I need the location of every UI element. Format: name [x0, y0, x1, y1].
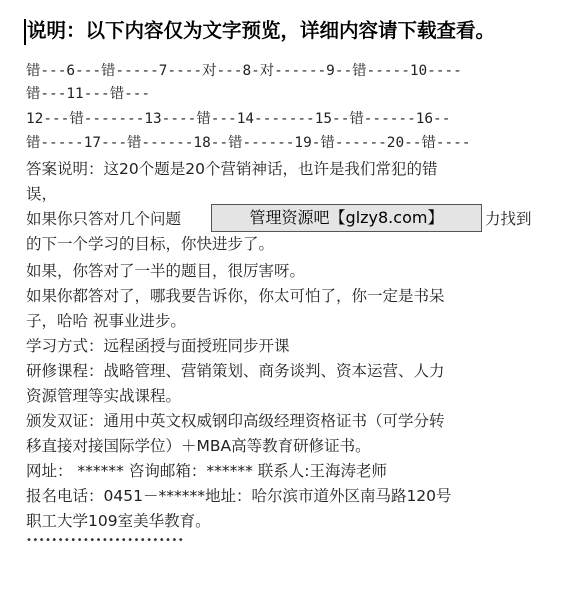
site-watermark-banner: 管理资源吧【glzy8.com】 — [211, 204, 482, 232]
preview-notice-heading: 说明：以下内容仅为文字预览，详细内容请下载查看。 — [27, 19, 496, 42]
answer-key-line-2: 错---11---错--- — [26, 86, 151, 102]
answer-explanation-line-1: 答案说明：这20个题是20个营销神话，也许是我们常犯的错 — [26, 160, 438, 178]
text-cursor — [24, 19, 26, 45]
contact-info-text: 网址： ****** 咨询邮箱：****** 联系人:王海涛老师 — [26, 462, 388, 480]
answer-key-line-1: 错---6---错-----7----对---8-对------9--错-----10---- — [26, 63, 462, 79]
all-correct-text-line-2: 子，哈哈 祝事业进步。 — [26, 312, 186, 330]
courses-text-line-1: 研修课程：战略管理、营销策划、商务谈判、资本运营、人力 — [26, 362, 445, 380]
courses-text-line-2: 资源管理等实战课程。 — [26, 387, 182, 405]
few-correct-text-start: 如果你只答对几个问题 — [26, 210, 182, 228]
half-correct-text: 如果，你答对了一半的题目，很厉害呀。 — [26, 262, 306, 280]
answer-explanation-line-2: 误， — [26, 185, 58, 203]
dotted-separator: ••••••••••••••••••••••••• — [26, 535, 185, 546]
registration-phone-address-text: 报名电话：0451－******地址：哈尔滨市道外区南马路120号 — [26, 487, 452, 505]
next-goal-text: 的下一个学习的目标，你快进步了。 — [26, 235, 275, 253]
certificate-text-line-1: 颁发双证：通用中英文权威钢印高级经理资格证书（可学分转 — [26, 412, 445, 430]
answer-key-line-3: 12---错-------13----错---14-------15--错------16-- — [26, 111, 451, 127]
study-method-text: 学习方式：远程函授与面授班同步开课 — [26, 337, 290, 355]
certificate-text-line-2: 移直接对接国际学位）＋MBA高等教育研修证书。 — [26, 437, 371, 455]
all-correct-text-line-1: 如果你都答对了，哪我要告诉你，你太可怕了，你一定是书呆 — [26, 287, 445, 305]
answer-key-line-4: 错-----17---错------18--错------19-错------20--错---- — [26, 135, 471, 151]
few-correct-text-end: 力找到 — [485, 210, 532, 228]
school-location-text: 职工大学109室美华教育。 — [26, 512, 211, 530]
